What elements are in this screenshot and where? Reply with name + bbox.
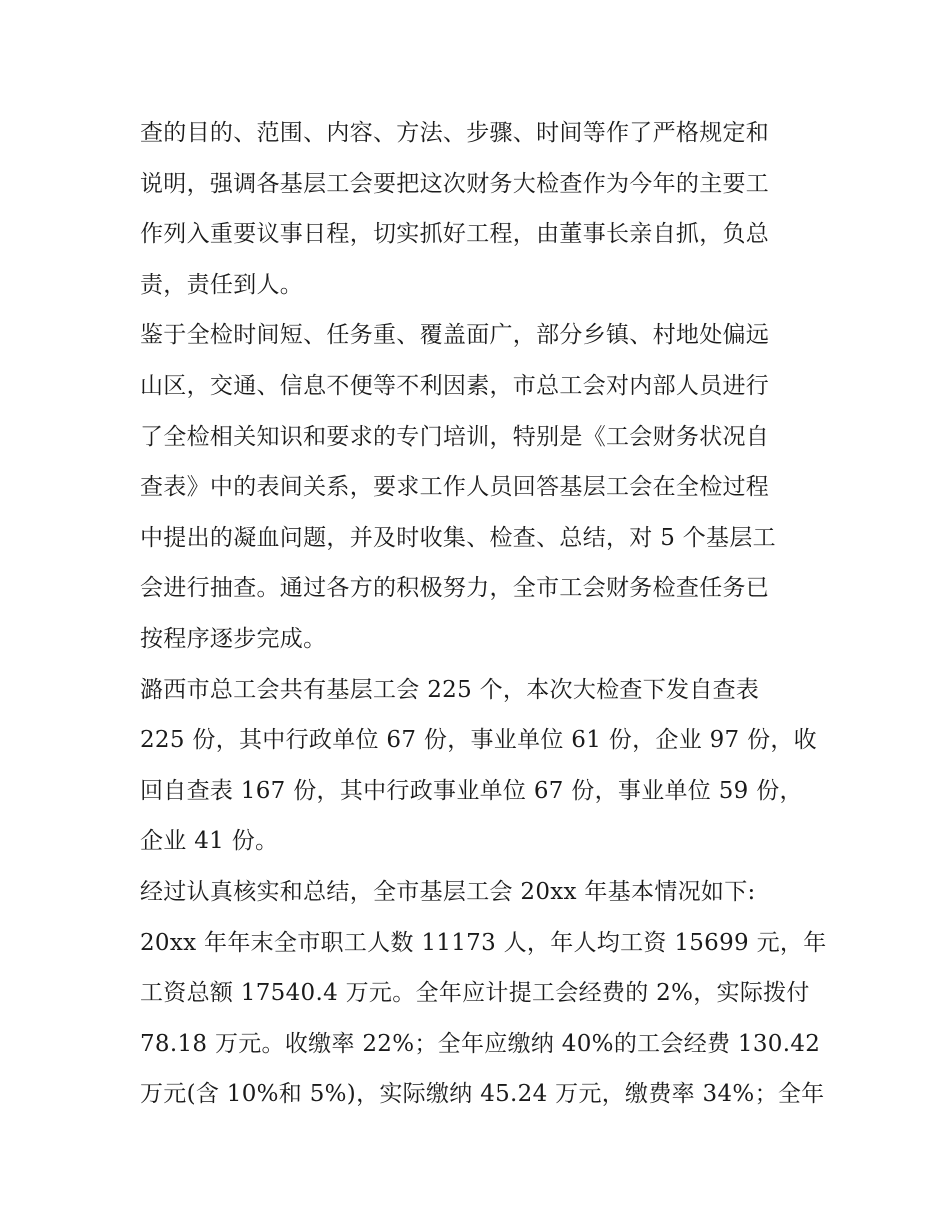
text-line: 查的目的、范围、内容、方法、步骤、时间等作了严格规定和 <box>140 120 770 146</box>
text-line: 78.18 万元。收缴率 22%；全年应缴纳 40%的工会经费 130.42 <box>140 1030 821 1057</box>
text-line: 责，责任到人。 <box>140 271 304 298</box>
text-line: 工资总额 17540.4 万元。全年应计提工会经费的 2%，实际拨付 <box>140 980 810 1007</box>
document-body <box>140 108 827 1120</box>
text-line: 作列入重要议事日程，切实抓好工程，由董事长亲自抓，负总 <box>140 221 770 248</box>
text-line: 万元(含 10%和 5%)，实际缴纳 45.24 万元，缴费率 34%；全年 <box>140 1081 825 1108</box>
text-line: 20xx 年年末全市职工人数 11173 人，年人均工资 15699 元，年 <box>140 929 827 956</box>
text-line: 回自查表 167 份，其中行政事业单位 67 份，事业单位 59 份， <box>140 777 803 804</box>
text-line: 潞西市总工会共有基层工会 225 个，本次大检查下发自查表 <box>140 676 760 703</box>
text-line: 经过认真核实和总结，全市基层工会 20xx 年基本情况如下: <box>140 878 756 905</box>
text-line: 山区，交通、信息不便等不利因素，市总工会对内部人员进行 <box>140 372 770 399</box>
text-line: 查表》中的表间关系，要求工作人员回答基层工会在全检过程 <box>140 474 770 501</box>
text-line: 了全检相关知识和要求的专门培训，特别是《工会财务状况自 <box>140 423 770 450</box>
paragraph <box>140 867 827 1120</box>
text-line: 按程序逐步完成。 <box>140 625 327 652</box>
paragraph <box>140 665 820 867</box>
paragraph <box>140 310 820 664</box>
text-line: 会进行抽查。通过各方的积极努力，全市工会财务检查任务已 <box>140 575 770 602</box>
text-line: 鉴于全检时间短、任务重、覆盖面广，部分乡镇、村地处偏远 <box>140 322 770 349</box>
text-line: 中提出的凝血问题，并及时收集、检查、总结，对 5 个基层工 <box>140 524 776 551</box>
paragraph <box>140 108 820 310</box>
text-line: 说明，强调各基层工会要把这次财务大检查作为今年的主要工 <box>140 170 770 197</box>
text-line: 225 份，其中行政单位 67 份，事业单位 61 份，企业 97 份，收 <box>140 727 817 754</box>
text-line: 企业 41 份。 <box>140 828 279 855</box>
